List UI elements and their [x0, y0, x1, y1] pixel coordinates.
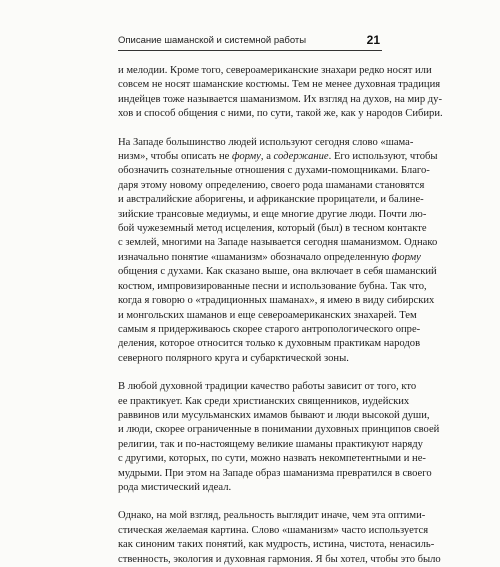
text-line: зийские трансовые медиумы, и еще многие другие люди. Почти лю-	[118, 208, 427, 220]
text-line: даря этому новому определению, своего рода шаманами становятся	[118, 179, 425, 191]
text-line: с другими, которых, по сути, можно назвать некомпетентными и не-	[118, 453, 426, 465]
text-line: когда я говорю о «традиционных шаманах», я имею в виду сибирских	[118, 295, 435, 307]
body-text	[118, 64, 443, 567]
text-line: индейцев тоже называется шаманизмом. Их взгляд на духов, на мир ду-	[118, 93, 442, 105]
running-header-title: Описание шаманской и системной работы	[118, 35, 307, 46]
text-line: северного полярного круга и субарктической зоны.	[118, 352, 349, 364]
paragraph	[118, 136, 438, 367]
text-line: обозначить сознательные отношения с духами-помощниками. Благо-	[118, 165, 430, 177]
text-line: изначально понятие «шаманизм» обозначало определенную форму	[118, 251, 421, 263]
text-line: В любой духовной традиции качество работы зависит от того, кто	[118, 381, 417, 393]
paragraph	[118, 64, 443, 122]
text-line: и люди, скорее ограниченные в понимании духовных принципов своей	[118, 424, 440, 436]
text-line: мудрыми. При этом на Западе образ шаманизма превратился в своего	[118, 467, 432, 479]
text-line: и мелодии. Кроме того, североамериканские знахари редко носят или	[118, 65, 432, 76]
text-line: и монгольских шаманов и еще североамериканских знахарей. Тем	[118, 309, 417, 321]
text-line: как синоним таких понятий, как мудрость, истина, чистота, ненасиль-	[118, 539, 435, 551]
page-number: 21	[366, 33, 380, 47]
text-line: костюм, импровизированные песни и использование бубна. Так что,	[118, 280, 427, 292]
text-line: деления, которое относится только к духовным практикам народов	[118, 338, 421, 350]
text-line: самым я придерживаюсь скорее старого антропологического опре-	[118, 323, 421, 335]
text-line: низм», чтобы описать не форму, а содержание. Его используют, чтобы	[118, 151, 438, 163]
text-line: и австралийские аборигены, и африканские прорицатели, и балине-	[118, 194, 424, 206]
text-line: бой чужеземный метод исцеления, который (был) в тесном контакте	[118, 223, 427, 235]
header-rule	[118, 50, 382, 51]
paragraph	[118, 380, 440, 495]
text-line: религии, так и по-настоящему великие шаманы практикуют наряду	[118, 438, 423, 450]
text-line: На Западе большинство людей используют сегодня слово «шама-	[118, 136, 414, 148]
running-header	[118, 34, 382, 48]
text-line: совсем не носят шаманские костюмы. Тем не менее духовная традиция	[118, 79, 441, 91]
paragraph	[118, 509, 441, 567]
text-line: ее практикует. Как среди христианских священников, иудейских	[118, 395, 410, 407]
text-line: с землей, многими на Западе называется сегодня шаманизмом. Однако	[118, 237, 438, 249]
text-line: ственность, экология и духовная гармония. Я бы хотел, чтобы это было	[118, 553, 441, 565]
text-line: стическая желаемая картина. Слово «шаманизм» часто используется	[118, 524, 429, 536]
text-line: хов и способ общения с ними, по сути, такой же, как у народов Сибири.	[118, 108, 443, 120]
text-line: рода мистический идеал.	[118, 481, 232, 493]
text-line: Однако, на мой взгляд, реальность выглядит иначе, чем эта оптими-	[118, 510, 426, 522]
text-line: раввинов или мусульманских имамов бывают и люди высокой души,	[118, 409, 430, 421]
text-line: общения с духами. Как сказано выше, она включает в себя шаманский	[118, 266, 437, 278]
